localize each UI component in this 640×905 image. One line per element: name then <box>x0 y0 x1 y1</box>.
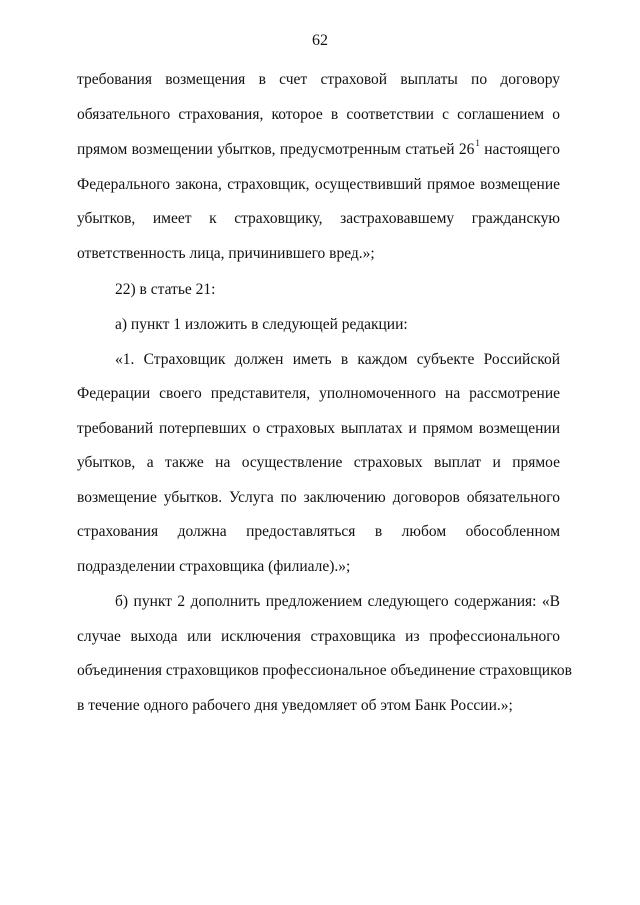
text-line: объединения страховщиков профессиональное объединение страховщиков <box>77 662 572 679</box>
text-line: в течение одного рабочего дня уведомляет об этом Банк России.»; <box>77 697 513 714</box>
section-heading: 22) в статье 21: <box>115 281 216 298</box>
text-line: возмещение убытков. Услуга по заключению договоров обязательного <box>77 489 560 506</box>
text-line: обязательного страхования, которое в соответствии с соглашением о <box>77 106 560 123</box>
superscript: 1 <box>475 137 480 148</box>
text-line: Федерального закона, страховщик, осуществивший прямое возмещение <box>77 176 560 193</box>
text-line-with-superscript <box>77 137 561 160</box>
subsection-heading: а) пункт 1 изложить в следующей редакции: <box>115 316 408 333</box>
page-number: 62 <box>312 32 328 49</box>
text-line: б) пункт 2 дополнить предложением следующего содержания: «В <box>115 593 560 610</box>
text-line: убытков, а также на осуществление страховых выплат и прямое <box>77 454 560 471</box>
text-line: «1. Страховщик должен иметь в каждом субъекте Российской <box>115 351 560 368</box>
text-line: случае выхода или исключения страховщика из профессионального <box>77 628 560 645</box>
text-line: ответственность лица, причинившего вред.»; <box>77 245 375 262</box>
text-fragment: настоящего <box>479 141 561 158</box>
text-line: требований потерпевших о страховых выплатах и прямом возмещении <box>77 420 560 437</box>
text-line: подразделении страховщика (филиале).»; <box>77 558 351 575</box>
text-line: требования возмещения в счет страховой выплаты по договору <box>77 71 560 88</box>
text-fragment: прямом возмещении убытков, предусмотренным статьей 26 <box>77 141 475 158</box>
text-line: страхования должна предоставляться в любом обособленном <box>77 523 560 540</box>
text-line: Федерации своего представителя, уполномоченного на рассмотрение <box>77 385 560 402</box>
text-line: убытков, имеет к страховщику, застраховавшему гражданскую <box>77 210 560 227</box>
